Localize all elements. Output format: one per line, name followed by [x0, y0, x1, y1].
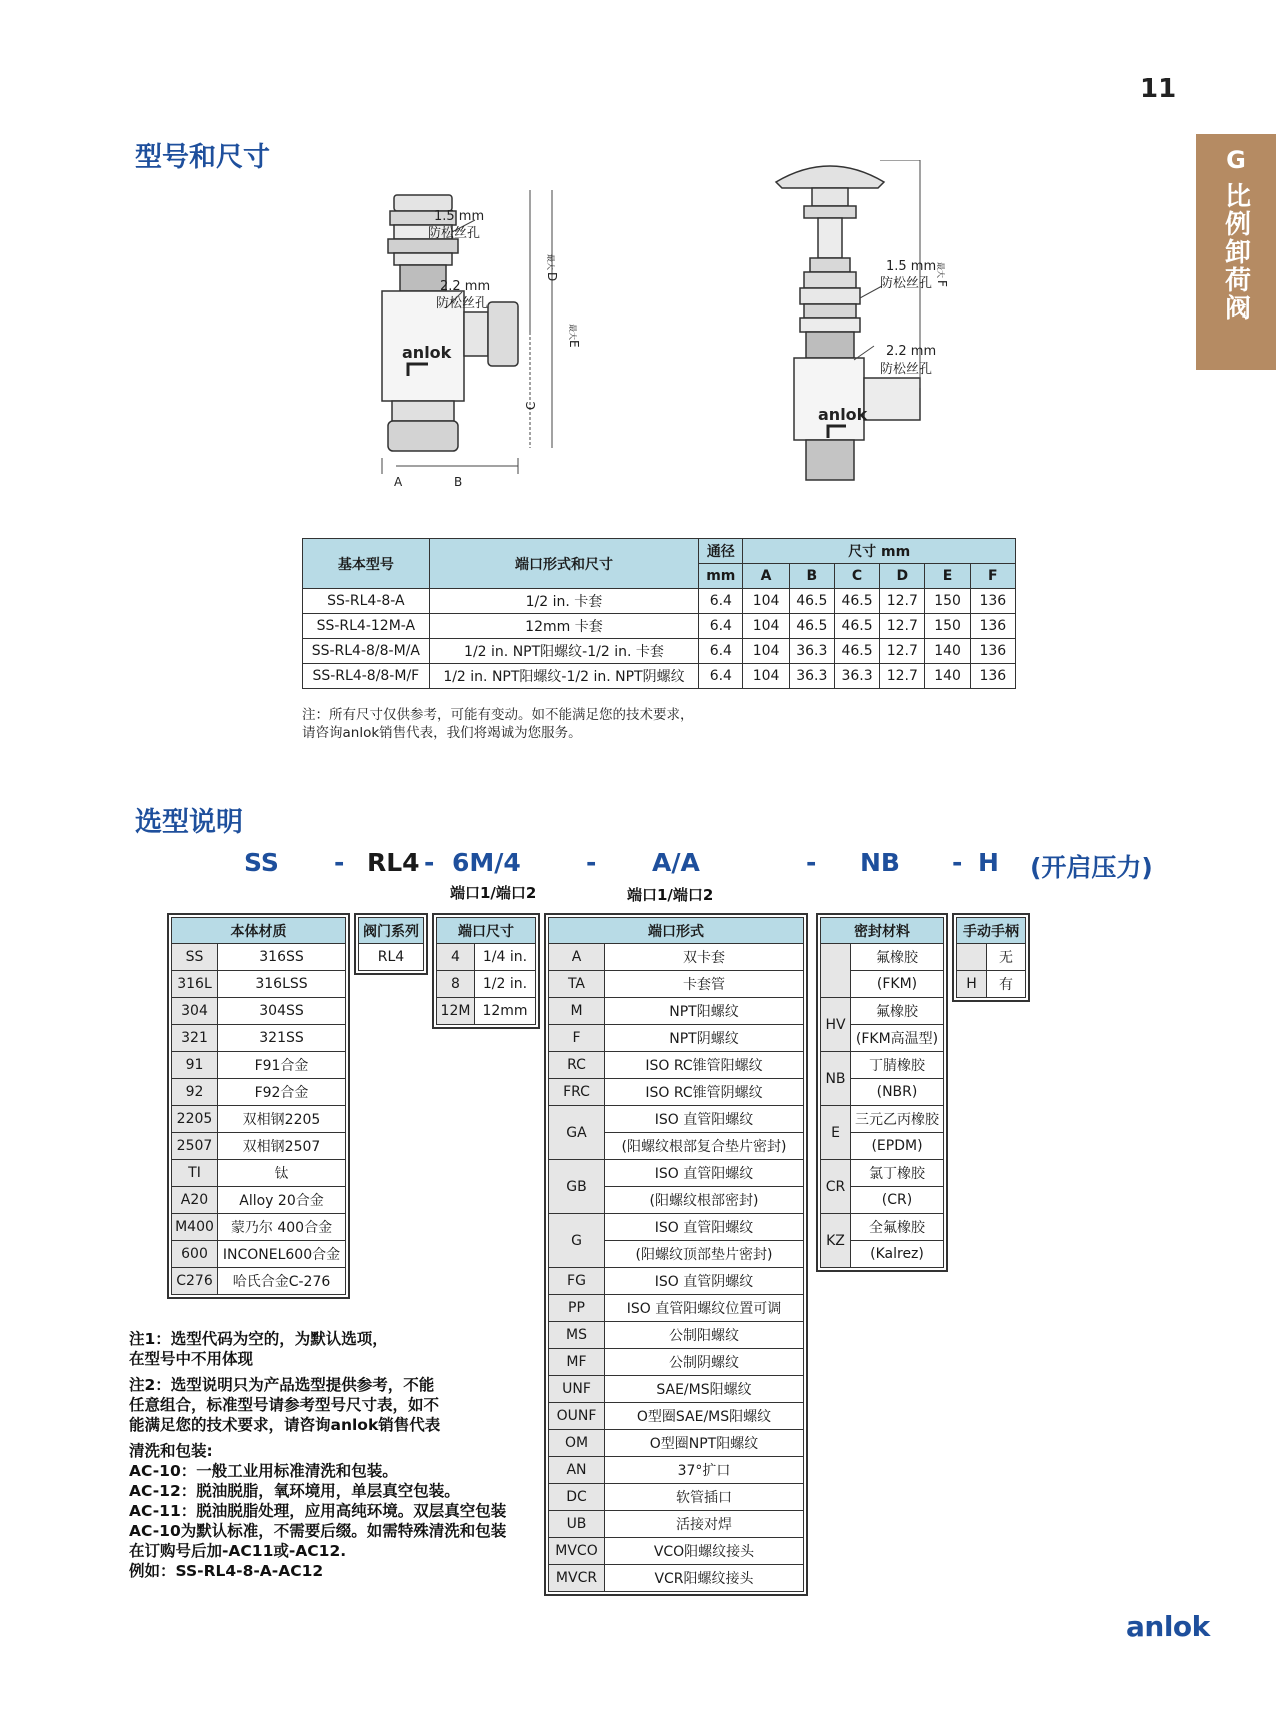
handle-header: 手动手柄 — [957, 918, 1026, 944]
page-number: 11 — [1140, 74, 1177, 104]
code-dash-2: - — [424, 848, 435, 877]
dim-label-F: F — [935, 280, 949, 287]
valve-drawing-handle — [770, 160, 980, 520]
section-title-ordering: 选型说明 — [135, 807, 243, 838]
list-item: C276 哈氏合金C-276 — [172, 1268, 346, 1295]
material-table — [167, 913, 350, 1299]
header-base-model: 基本型号 — [303, 539, 430, 589]
code-port: A/A — [652, 848, 700, 877]
code-suffix: (开启压力) — [1030, 853, 1153, 882]
list-item: G ISO 直管阳螺纹 — [549, 1214, 804, 1241]
handle-table — [952, 913, 1030, 1002]
list-item: DC 软管插口 — [549, 1484, 804, 1511]
drawing-right-note1-label: 防松丝孔 — [880, 276, 933, 291]
list-item: 无 — [957, 944, 1026, 971]
dim-label-A: A — [394, 475, 403, 489]
valve-drawing-angle — [380, 190, 610, 500]
port-size-header: 端口尺寸 — [437, 918, 536, 944]
dim-label-D: D — [545, 272, 559, 282]
list-item: 12M 12mm — [437, 998, 536, 1025]
section-title-dimensions: 型号和尺寸 — [135, 142, 270, 173]
list-item: 8 1/2 in. — [437, 971, 536, 998]
list-item: 2507 双相钢2507 — [172, 1133, 346, 1160]
series-header: 阀门系列 — [359, 918, 424, 944]
list-item: MVCO VCO阳螺纹接头 — [549, 1538, 804, 1565]
dim-label-B: B — [454, 475, 463, 489]
header-orifice: 通径 — [699, 539, 743, 564]
header-dims: 尺寸 mm — [743, 539, 1016, 564]
list-item: 92 F92合金 — [172, 1079, 346, 1106]
dim-label-E: E — [567, 340, 581, 348]
code-dash-3: - — [586, 848, 597, 877]
chapter-label: 比例卸荷阀 — [1220, 182, 1251, 322]
drawing-left-note1-size: 1.5 mm — [434, 209, 485, 224]
list-item: PP ISO 直管阳螺纹位置可调 — [549, 1295, 804, 1322]
list-item: TI 钛 — [172, 1160, 346, 1187]
list-item: HV 氟橡胶 — [821, 998, 944, 1025]
code-dash-1: - — [334, 848, 345, 877]
drawing-left-note1-label: 防松丝孔 — [428, 226, 481, 241]
drawing-brand-left: anlok — [402, 343, 452, 362]
list-item: A20 Alloy 20合金 — [172, 1187, 346, 1214]
code-size: 6M/4 — [452, 848, 521, 877]
material-header: 本体材质 — [172, 918, 346, 944]
list-item: OUNF O型圈SAE/MS阳螺纹 — [549, 1403, 804, 1430]
port-size-table — [432, 913, 540, 1029]
drawing-right-note1-size: 1.5 mm — [886, 259, 937, 274]
list-item: 600 INCONEL600合金 — [172, 1241, 346, 1268]
drawing-brand-right: anlok — [818, 405, 868, 424]
list-item: RL4 — [359, 944, 424, 971]
header-D: D — [880, 564, 925, 589]
code-size-sub: 端口1/端口2 — [450, 884, 537, 902]
list-item: F NPT阴螺纹 — [549, 1025, 804, 1052]
code-material: SS — [244, 848, 279, 877]
code-seal: NB — [860, 848, 900, 877]
dim-label-F-sub: 最大 — [936, 262, 945, 278]
list-item: GB ISO 直管阳螺纹 — [549, 1160, 804, 1187]
list-item: NB 丁腈橡胶 — [821, 1052, 944, 1079]
list-item: KZ 全氟橡胶 — [821, 1214, 944, 1241]
header-B: B — [789, 564, 834, 589]
table-row: SS-RL4-8-A 1/2 in. 卡套 6.4 104 46.5 46.5 12.7 150 136 — [303, 589, 1016, 614]
port-type-header: 端口形式 — [549, 918, 804, 944]
dim-label-E-sub: 最大 — [568, 324, 577, 340]
port-type-table: 端口形式 A 双卡套 TA 卡套管 M NPT阳螺纹 F NPT阴螺纹 RC ISO RC锥管阳螺纹 FRC ISO RC锥管阴螺纹 GA ISO 直管阳螺纹 (阳螺纹根部复合垫片密封) GB ISO 直管阳螺纹 (阳螺纹根部密封) G ISO 直管阳螺纹 (阳螺纹顶部垫片密封) FG ISO 直管阴螺纹 PP ISO 直管阳螺纹位置可调 MS 公制阳螺纹 MF 公制阴螺纹 UNF SAE/MS阳螺纹 OUNF O型圈SAE/MS阳螺纹 OM O型圈NPT阳螺纹 AN 37°扩口 DC 软管插口 UB 活接对焊 MVCO VCO阳螺纹接头 MVCR VCR阳螺纹接头 — [544, 913, 808, 1596]
header-E: E — [925, 564, 970, 589]
list-item: 91 F91合金 — [172, 1052, 346, 1079]
list-item: UNF SAE/MS阳螺纹 — [549, 1376, 804, 1403]
list-item: 321 321SS — [172, 1025, 346, 1052]
list-item: E 三元乙丙橡胶 — [821, 1106, 944, 1133]
list-item: TA 卡套管 — [549, 971, 804, 998]
table-row: SS-RL4-12M-A 12mm 卡套 6.4 104 46.5 46.5 12.7 150 136 — [303, 614, 1016, 639]
header-F: F — [970, 564, 1015, 589]
header-orifice-unit: mm — [699, 564, 743, 589]
code-dash-4: - — [806, 848, 817, 877]
drawing-right-note2-label: 防松丝孔 — [880, 362, 933, 377]
code-port-sub: 端口1/端口2 — [627, 886, 714, 904]
list-item: GA ISO 直管阳螺纹 — [549, 1106, 804, 1133]
list-item: MF 公制阴螺纹 — [549, 1349, 804, 1376]
header-C: C — [834, 564, 879, 589]
chapter-tab — [1196, 134, 1276, 370]
dim-label-C: C — [524, 401, 538, 410]
list-item: AN 37°扩口 — [549, 1457, 804, 1484]
drawing-left-note2-size: 2.2 mm — [440, 279, 491, 294]
series-table — [354, 913, 428, 975]
dim-label-D-sub: 最大 — [546, 254, 555, 270]
list-item: MVCR VCR阳螺纹接头 — [549, 1565, 804, 1592]
list-item: 316L 316LSS — [172, 971, 346, 998]
list-item: FG ISO 直管阴螺纹 — [549, 1268, 804, 1295]
list-item: MS 公制阳螺纹 — [549, 1322, 804, 1349]
table-row: SS-RL4-8/8-M/F 1/2 in. NPT阳螺纹-1/2 in. NPT阴螺纹 6.4 104 36.3 36.3 12.7 140 136 — [303, 664, 1016, 689]
list-item: 304 304SS — [172, 998, 346, 1025]
list-item: 氟橡胶 — [821, 944, 944, 971]
list-item: H 有 — [957, 971, 1026, 998]
seal-table: 密封材料 氟橡胶 (FKM) HV 氟橡胶 (FKM高温型) NB 丁腈橡胶 (NBR) E 三元乙丙橡胶 (EPDM) CR 氯丁橡胶 (CR) KZ 全氟橡胶 (Kalrez) — [816, 913, 948, 1272]
chapter-letter: G — [1226, 146, 1246, 174]
dimension-table — [302, 538, 1016, 689]
header-A: A — [743, 564, 789, 589]
list-item: OM O型圈NPT阳螺纹 — [549, 1430, 804, 1457]
ordering-notes: 注1：选型代码为空的，为默认选项， 在型号中不用体现 注2：选型说明只为产品选型提供参考，不能 任意组合，标准型号请参考型号尺寸表，如不 能满足您的技术要求，请咨询anlok销售代表 清洗和包装: AC-10：一般工业用标准清洗和包装。 AC-12：脱油脱脂，氧环境用，单层真空包装。 AC-11：脱油脱脂处理，应用高纯环境。双层真空包装 AC-10为默认标准，不需要后缀。如需特殊清洗和包装 在订购号后加-AC11或-AC12. 例如：SS-RL4-8-A-AC12 — [129, 1330, 507, 1580]
seal-header: 密封材料 — [821, 918, 944, 944]
table-row: SS-RL4-8/8-M/A 1/2 in. NPT阳螺纹-1/2 in. 卡套 6.4 104 36.3 46.5 12.7 140 136 — [303, 639, 1016, 664]
code-series: RL4 — [367, 848, 420, 877]
header-port: 端口形式和尺寸 — [429, 539, 699, 589]
list-item: CR 氯丁橡胶 — [821, 1160, 944, 1187]
dimension-note: 注：所有尺寸仅供参考，可能有变动。如不能满足您的技术要求， 请咨询anlok销售代表，我们将竭诚为您服务。 — [302, 707, 694, 741]
list-item: A 双卡套 — [549, 944, 804, 971]
list-item: SS 316SS — [172, 944, 346, 971]
brand-logo: anlok — [1126, 1610, 1210, 1643]
list-item: UB 活接对焊 — [549, 1511, 804, 1538]
list-item: M NPT阳螺纹 — [549, 998, 804, 1025]
list-item: 2205 双相钢2205 — [172, 1106, 346, 1133]
drawing-right-note2-size: 2.2 mm — [886, 344, 937, 359]
code-dash-5: - — [952, 848, 963, 877]
list-item: 4 1/4 in. — [437, 944, 536, 971]
list-item: RC ISO RC锥管阳螺纹 — [549, 1052, 804, 1079]
code-handle: H — [978, 848, 999, 877]
drawing-left-note2-label: 防松丝孔 — [436, 296, 489, 311]
list-item: M400 蒙乃尔 400合金 — [172, 1214, 346, 1241]
list-item: FRC ISO RC锥管阴螺纹 — [549, 1079, 804, 1106]
